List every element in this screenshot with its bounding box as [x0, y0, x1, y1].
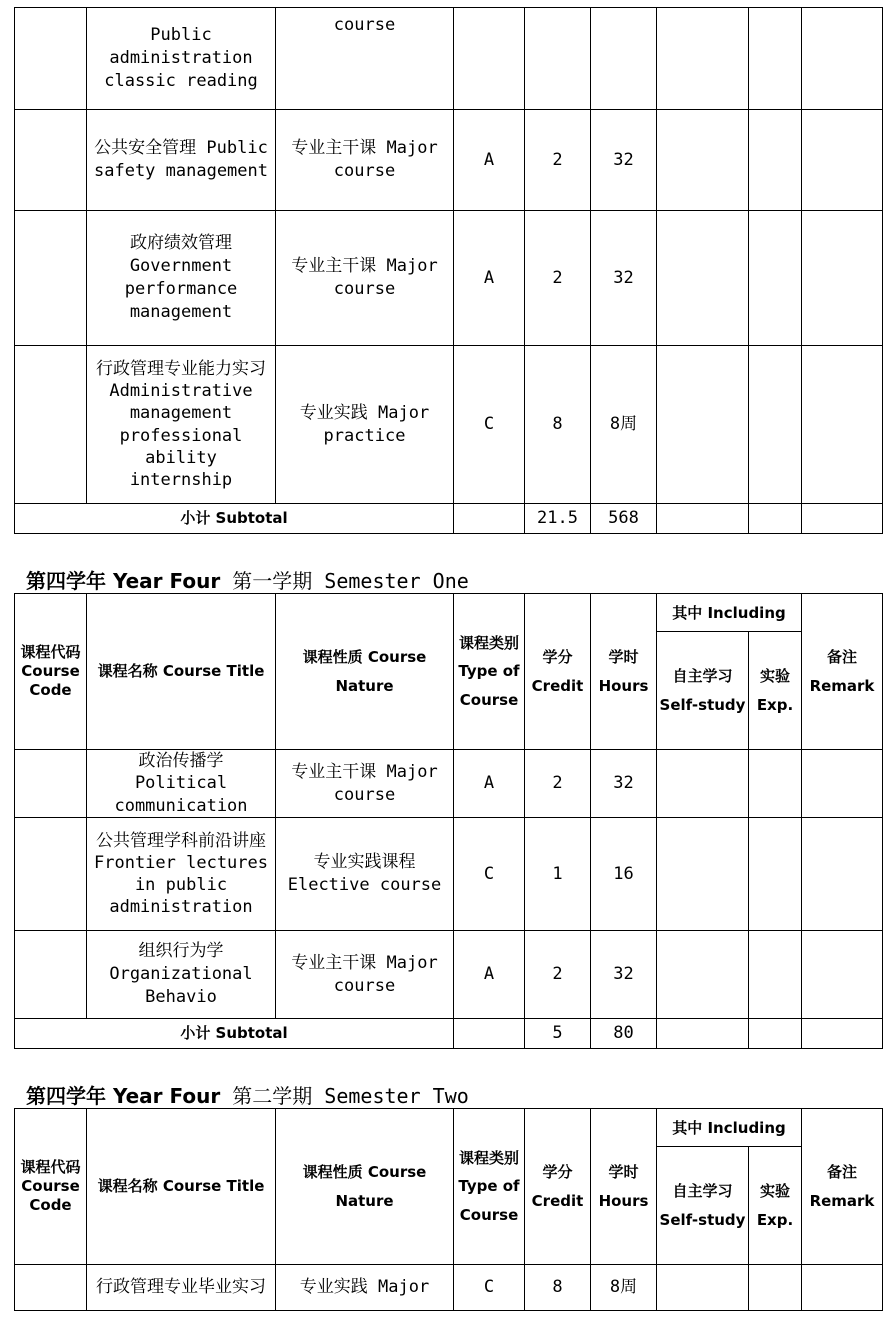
header-type: 课程类别 Type of Course	[454, 594, 525, 750]
table-row	[15, 8, 883, 110]
remark-cell	[802, 8, 883, 110]
header-nature: 课程性质 Course Nature	[276, 1109, 454, 1265]
course-code-cell	[15, 8, 87, 110]
course-type-cell: C	[454, 1265, 525, 1311]
credit-cell: 2	[525, 750, 591, 818]
course-type-cell: A	[454, 750, 525, 818]
credit-cell: 1	[525, 818, 591, 931]
course-title-cell: 行政管理专业能力实习 Administrative management professional ability internship	[87, 346, 276, 504]
course-nature-cell: 专业主干课 Major course	[276, 110, 454, 211]
heading-semester: 第二学期 Semester Two	[232, 1084, 469, 1108]
exp-cell	[749, 1019, 802, 1049]
heading-semester: 第一学期 Semester One	[232, 569, 469, 593]
course-code-cell	[15, 211, 87, 346]
course-code-cell	[15, 818, 87, 931]
header-including: 其中 Including	[657, 594, 802, 632]
remark-cell	[802, 750, 883, 818]
exp-cell	[749, 211, 802, 346]
table-row	[15, 750, 883, 818]
credit-cell: 8	[525, 346, 591, 504]
table-row	[15, 818, 883, 931]
header-exp: 实验 Exp.	[749, 632, 802, 750]
course-type-cell	[454, 1019, 525, 1049]
self-study-cell	[657, 8, 749, 110]
exp-cell	[749, 8, 802, 110]
table-row	[15, 110, 883, 211]
subtotal-row	[15, 1019, 883, 1049]
self-study-cell	[657, 1019, 749, 1049]
credit-cell	[525, 8, 591, 110]
subtotal-label: 小计 Subtotal	[15, 1019, 454, 1049]
section-heading	[26, 1080, 469, 1109]
self-study-cell	[657, 346, 749, 504]
course-nature-cell: 专业主干课 Major course	[276, 931, 454, 1019]
hours-cell: 8周	[591, 1265, 657, 1311]
header-title: 课程名称 Course Title	[87, 594, 276, 750]
hours-cell	[591, 8, 657, 110]
header-credit: 学分 Credit	[525, 594, 591, 750]
self-study-cell	[657, 504, 749, 534]
table-row	[15, 346, 883, 504]
exp-cell	[749, 1265, 802, 1311]
header-title: 课程名称 Course Title	[87, 1109, 276, 1265]
remark-cell	[802, 931, 883, 1019]
course-code-cell	[15, 931, 87, 1019]
hours-cell: 8周	[591, 346, 657, 504]
course-type-cell	[454, 504, 525, 534]
table-row	[15, 931, 883, 1019]
table-header-row	[15, 1109, 883, 1147]
self-study-cell	[657, 931, 749, 1019]
subtotal-credit: 5	[525, 1019, 591, 1049]
remark-cell	[802, 818, 883, 931]
header-self-study: 自主学习 Self-study	[657, 632, 749, 750]
course-title-cell: 组织行为学 Organizational Behavio	[87, 931, 276, 1019]
hours-cell: 32	[591, 211, 657, 346]
course-table-year4-sem2	[14, 1108, 883, 1311]
course-nature-cell: 专业主干课 Major course	[276, 211, 454, 346]
credit-cell: 2	[525, 211, 591, 346]
course-type-cell	[454, 8, 525, 110]
header-hours: 学时 Hours	[591, 1109, 657, 1265]
credit-cell: 2	[525, 110, 591, 211]
section-heading	[26, 565, 469, 594]
header-type: 课程类别 Type of Course	[454, 1109, 525, 1265]
remark-cell	[802, 110, 883, 211]
remark-cell	[802, 1019, 883, 1049]
course-type-cell: C	[454, 346, 525, 504]
self-study-cell	[657, 818, 749, 931]
course-type-cell: A	[454, 110, 525, 211]
remark-cell	[802, 504, 883, 534]
exp-cell	[749, 818, 802, 931]
subtotal-row	[15, 504, 883, 534]
course-code-cell	[15, 110, 87, 211]
table-header-row	[15, 594, 883, 632]
course-nature-cell: 专业实践 Major	[276, 1265, 454, 1311]
self-study-cell	[657, 110, 749, 211]
exp-cell	[749, 504, 802, 534]
course-nature-cell: 专业主干课 Major course	[276, 750, 454, 818]
hours-cell: 16	[591, 818, 657, 931]
course-table-year4-sem1	[14, 593, 883, 1049]
header-including: 其中 Including	[657, 1109, 802, 1147]
table-row	[15, 1265, 883, 1311]
course-title-cell: 公共安全管理 Public safety management	[87, 110, 276, 211]
course-title-cell: 行政管理专业毕业实习	[87, 1265, 276, 1311]
course-type-cell: A	[454, 931, 525, 1019]
course-nature-cell: 专业实践 Major practice	[276, 346, 454, 504]
exp-cell	[749, 750, 802, 818]
course-title-cell: Public administration classic reading	[87, 8, 276, 110]
exp-cell	[749, 110, 802, 211]
self-study-cell	[657, 211, 749, 346]
header-exp: 实验 Exp.	[749, 1147, 802, 1265]
heading-year: 第四学年 Year Four	[26, 1084, 221, 1108]
subtotal-label: 小计 Subtotal	[15, 504, 454, 534]
credit-cell: 2	[525, 931, 591, 1019]
table-row	[15, 211, 883, 346]
course-code-cell	[15, 1265, 87, 1311]
hours-cell: 32	[591, 110, 657, 211]
remark-cell	[802, 346, 883, 504]
course-code-cell	[15, 750, 87, 818]
header-self-study: 自主学习 Self-study	[657, 1147, 749, 1265]
exp-cell	[749, 931, 802, 1019]
hours-cell: 32	[591, 750, 657, 818]
subtotal-credit: 21.5	[525, 504, 591, 534]
subtotal-hours: 80	[591, 1019, 657, 1049]
header-nature: 课程性质 Course Nature	[276, 594, 454, 750]
remark-cell	[802, 211, 883, 346]
heading-year: 第四学年 Year Four	[26, 569, 221, 593]
exp-cell	[749, 346, 802, 504]
header-code: 课程代码 Course Code	[15, 1109, 87, 1265]
course-nature-cell: 专业实践课程 Elective course	[276, 818, 454, 931]
self-study-cell	[657, 750, 749, 818]
remark-cell	[802, 1265, 883, 1311]
subtotal-hours: 568	[591, 504, 657, 534]
header-code: 课程代码 Course Code	[15, 594, 87, 750]
course-title-cell: 政府绩效管理 Government performance management	[87, 211, 276, 346]
header-hours: 学时 Hours	[591, 594, 657, 750]
credit-cell: 8	[525, 1265, 591, 1311]
header-credit: 学分 Credit	[525, 1109, 591, 1265]
header-remark: 备注 Remark	[802, 594, 883, 750]
course-code-cell	[15, 346, 87, 504]
course-type-cell: A	[454, 211, 525, 346]
course-type-cell: C	[454, 818, 525, 931]
self-study-cell	[657, 1265, 749, 1311]
header-remark: 备注 Remark	[802, 1109, 883, 1265]
hours-cell: 32	[591, 931, 657, 1019]
course-title-cell: 政治传播学 Political communication	[87, 750, 276, 818]
course-title-cell: 公共管理学科前沿讲座 Frontier lectures in public administration	[87, 818, 276, 931]
course-table-continued	[14, 7, 883, 534]
course-nature-cell: course	[276, 8, 454, 110]
